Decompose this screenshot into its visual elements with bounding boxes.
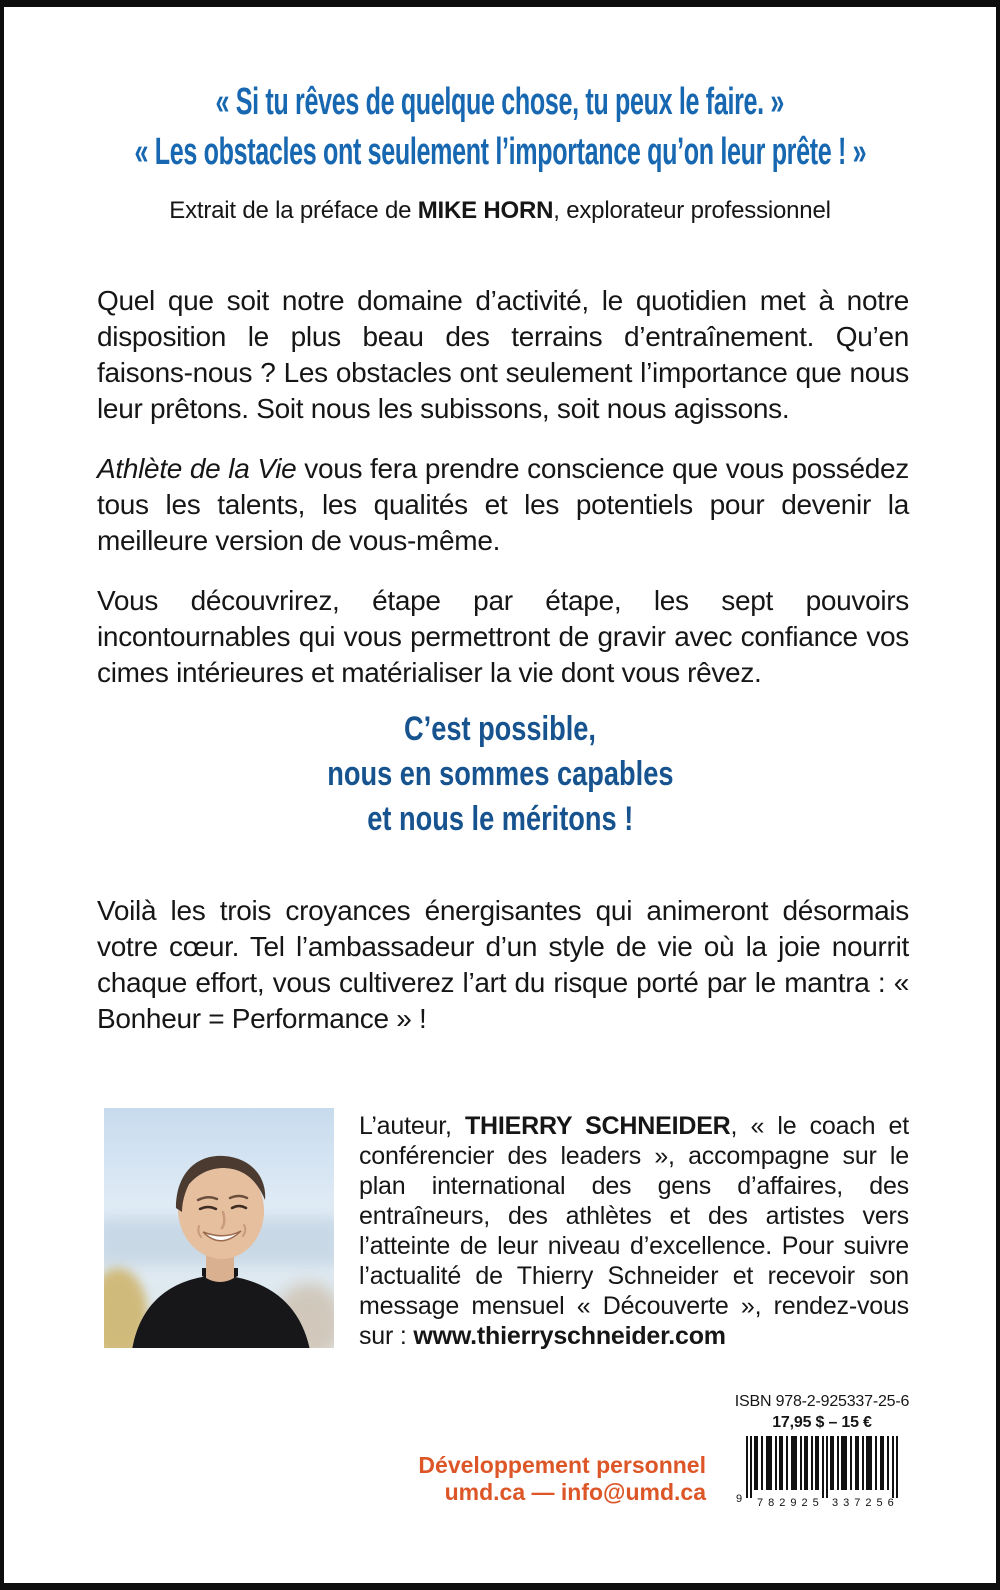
body-paragraph-2 xyxy=(97,451,909,559)
preface-author-name: MIKE HORN xyxy=(417,197,554,224)
motto-line-1: C’est possible, xyxy=(404,710,596,748)
author-bio-prefix: L’auteur, xyxy=(359,1112,465,1140)
body-copy-bottom xyxy=(97,893,909,1061)
headline-quote-2: « Les obstacles ont seulement l’importance qu’on leur prête ! » xyxy=(134,131,866,173)
author-bio xyxy=(359,1111,909,1351)
body-paragraph-3: Vous découvrirez, étape par étape, les sept pouvoirs incontournables qui vous permettront de gravir avec confiance vos cimes intérieures et matérialiser la vie dont vous rêvez. xyxy=(97,585,909,688)
price-label: 17,95 $ – 15 € xyxy=(772,1414,872,1431)
body-copy-top xyxy=(97,283,909,715)
barcode-digits-left: 782925 xyxy=(757,1497,824,1509)
preface-credit xyxy=(4,197,996,225)
headline-quote-1: « Si tu rêves de quelque chose, tu peux le faire. » xyxy=(215,81,785,123)
headline-quotes xyxy=(4,77,996,177)
book-title-italic: Athlète de la Vie xyxy=(97,453,297,484)
body-paragraph-2-rest: vous fera prendre conscience que vous possédez tous les talents, les qualités et les potentiels pour devenir la meilleure version de vous-même. xyxy=(97,453,909,556)
author-photo xyxy=(104,1108,334,1348)
publisher-category-block xyxy=(418,1452,706,1506)
body-paragraph-4: Voilà les trois croyances énergisantes qui animeront désormais votre cœur. Tel l’ambassadeur d’un style de vie où la joie nourrit chaque effort, vous cultiverez l’art du risque porté par le mantra : « Bonheur = Performance » ! xyxy=(97,895,909,1034)
book-back-cover xyxy=(4,7,996,1583)
category-label: Développement personnel xyxy=(418,1452,706,1478)
preface-prefix: Extrait de la préface de xyxy=(169,197,418,224)
isbn-barcode-block xyxy=(727,1393,917,1517)
preface-suffix: , explorateur professionnel xyxy=(553,197,831,224)
body-paragraph-1: Quel que soit notre domaine d’activité, le quotidien met à notre disposition le plus beau des terrains d’entraînement. Qu’en faisons-nous ? Les obstacles ont seulement l’importance que nous leur prêtons. Soit nous les subissons, soit nous agissons. xyxy=(97,285,909,424)
barcode xyxy=(734,1436,910,1512)
motto-block xyxy=(4,707,996,842)
barcode-digits-right: 337256 xyxy=(832,1497,899,1509)
barcode-digit-first: 9 xyxy=(736,1493,743,1505)
author-website-url: www.thierryschneider.com xyxy=(413,1322,726,1350)
publisher-contact: umd.ca — info@umd.ca xyxy=(444,1479,706,1505)
author-photo-image xyxy=(104,1108,334,1348)
author-name: THIERRY SCHNEIDER xyxy=(464,1112,731,1140)
motto-line-2: nous en sommes capables xyxy=(326,755,674,793)
author-bio-text: , « le coach et conférencier des leaders », accompagne sur le plan international des gens d’affaires, des entraîneurs, des athlètes et des artistes vers l’atteinte de leur niveau d’excellence. Pour suivre l’actualité de Thierry Schneider et recevoir son message mensuel « Découverte », rendez-vous sur : xyxy=(359,1112,909,1350)
isbn-label: ISBN 978-2-925337-25-6 xyxy=(734,1393,910,1410)
motto-line-3: et nous le méritons ! xyxy=(367,800,633,838)
